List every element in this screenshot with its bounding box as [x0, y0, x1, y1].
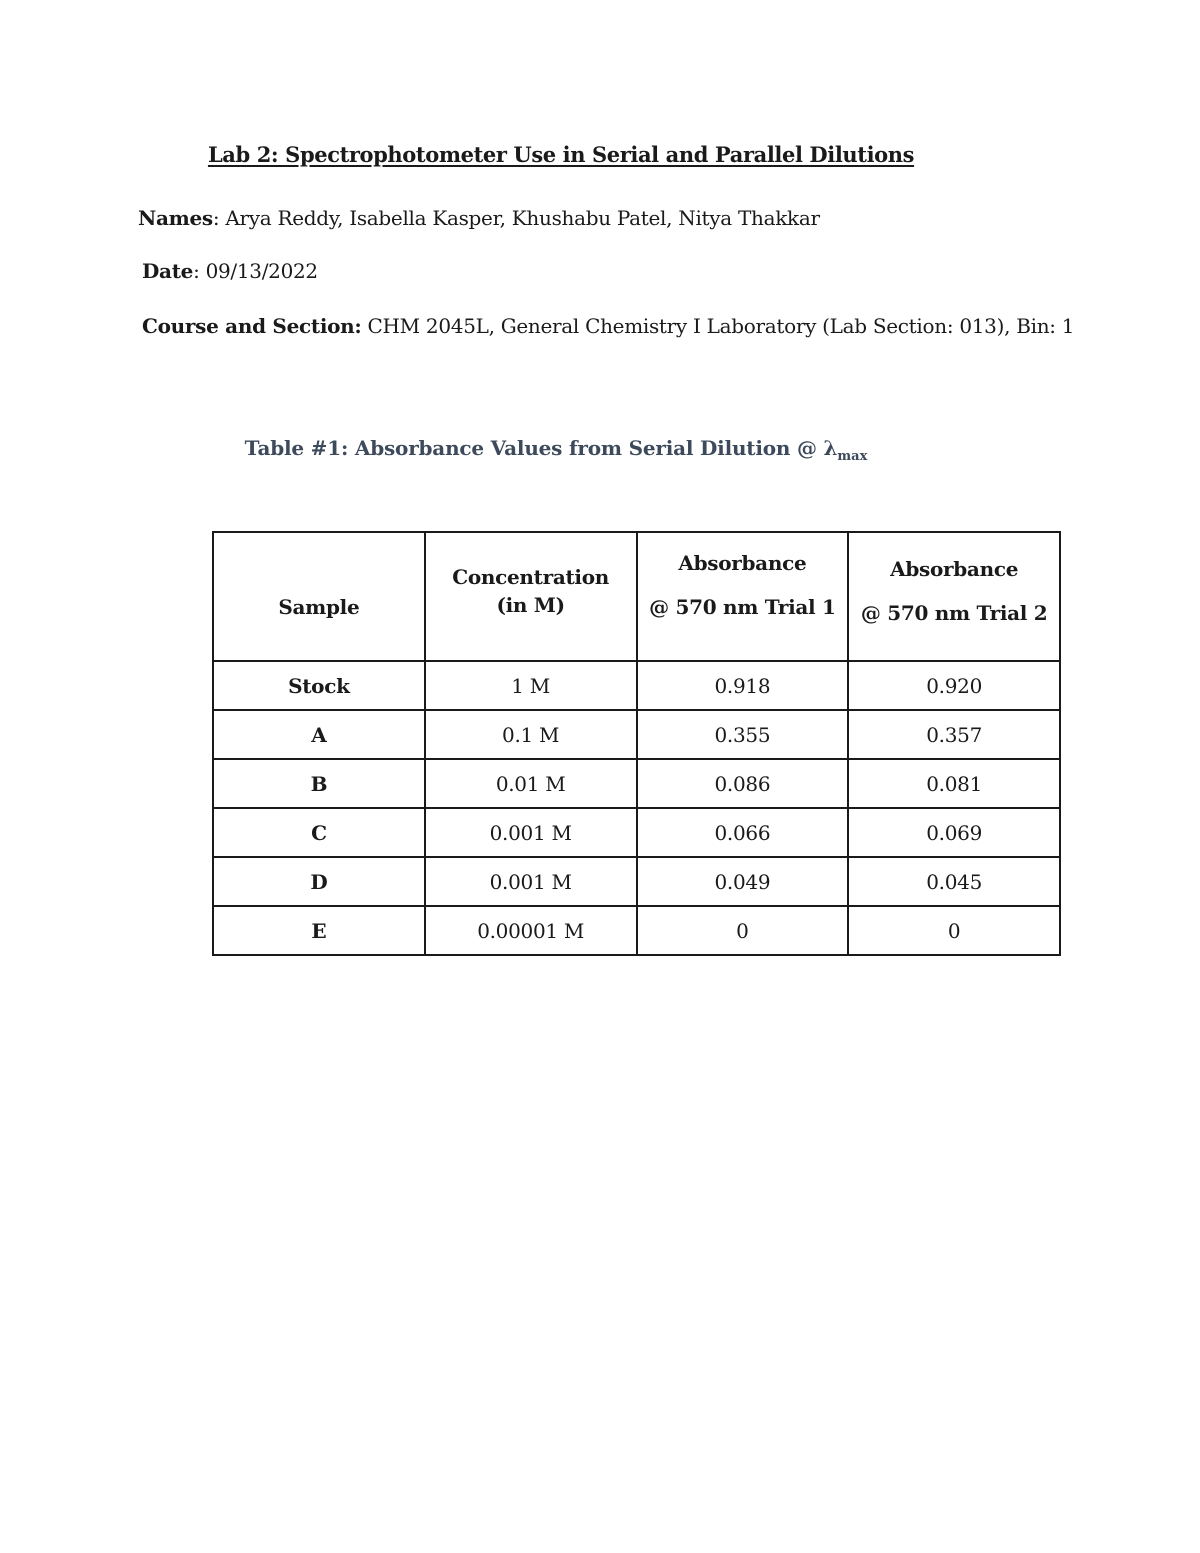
- cell-trial1: 0.066: [637, 808, 849, 857]
- course-line: [142, 314, 1074, 338]
- table-row: [213, 710, 1060, 759]
- cell-sample: C: [213, 808, 425, 857]
- cell-sample: Stock: [213, 661, 425, 710]
- cell-concentration: 0.00001 M: [425, 906, 637, 955]
- table-row: [213, 857, 1060, 906]
- cell-trial1: 0.049: [637, 857, 849, 906]
- header-concentration-line2: (in M): [496, 592, 565, 617]
- header-trial2: [848, 532, 1060, 661]
- cell-concentration: 0.001 M: [425, 857, 637, 906]
- date-value: : 09/13/2022: [193, 259, 318, 283]
- header-trial1-line2: @ 570 nm Trial 1: [649, 594, 836, 619]
- cell-trial1: 0.086: [637, 759, 849, 808]
- cell-trial2: 0.045: [848, 857, 1060, 906]
- header-concentration: [425, 532, 637, 661]
- table-row: [213, 661, 1060, 710]
- header-concentration-line1: Concentration: [452, 564, 610, 589]
- cell-sample: B: [213, 759, 425, 808]
- table-caption: [0, 436, 1112, 464]
- cell-concentration: 0.1 M: [425, 710, 637, 759]
- cell-trial1: 0.918: [637, 661, 849, 710]
- cell-sample: E: [213, 906, 425, 955]
- course-label: Course and Section:: [142, 314, 362, 338]
- date-label: Date: [142, 259, 194, 283]
- names-value: : Arya Reddy, Isabella Kasper, Khushabu Patel, Nitya Thakkar: [212, 206, 820, 230]
- cell-concentration: 1 M: [425, 661, 637, 710]
- cell-trial2: 0.920: [848, 661, 1060, 710]
- course-value: CHM 2045L, General Chemistry I Laboratory (Lab Section: 013), Bin: 1: [361, 314, 1075, 338]
- cell-concentration: 0.01 M: [425, 759, 637, 808]
- table-row: [213, 906, 1060, 955]
- cell-trial2: 0.069: [848, 808, 1060, 857]
- header-sample-label: Sample: [278, 594, 360, 619]
- names-label: Names: [138, 206, 213, 230]
- header-trial2-line2: @ 570 nm Trial 2: [860, 600, 1048, 625]
- header-sample: [213, 532, 425, 661]
- cell-trial2: 0.081: [848, 759, 1060, 808]
- header-trial2-line1: Absorbance: [890, 556, 1019, 581]
- header-trial1: [637, 532, 849, 661]
- table-caption-subscript: max: [837, 449, 868, 464]
- cell-sample: A: [213, 710, 425, 759]
- cell-trial2: 0.357: [848, 710, 1060, 759]
- cell-concentration: 0.001 M: [425, 808, 637, 857]
- table-row: [213, 759, 1060, 808]
- cell-sample: D: [213, 857, 425, 906]
- document-title: Lab 2: Spectrophotometer Use in Serial and Parallel Dilutions: [207, 142, 915, 167]
- table-row: [213, 808, 1060, 857]
- cell-trial1: 0: [637, 906, 849, 955]
- table-caption-main: Table #1: Absorbance Values from Serial Dilution @ λ: [244, 436, 838, 460]
- cell-trial1: 0.355: [637, 710, 849, 759]
- header-trial1-line1: Absorbance: [678, 550, 807, 575]
- absorbance-table: [212, 531, 1061, 956]
- table-header-row: [213, 532, 1060, 661]
- names-line: [138, 206, 820, 230]
- cell-trial2: 0: [848, 906, 1060, 955]
- date-line: [142, 259, 318, 283]
